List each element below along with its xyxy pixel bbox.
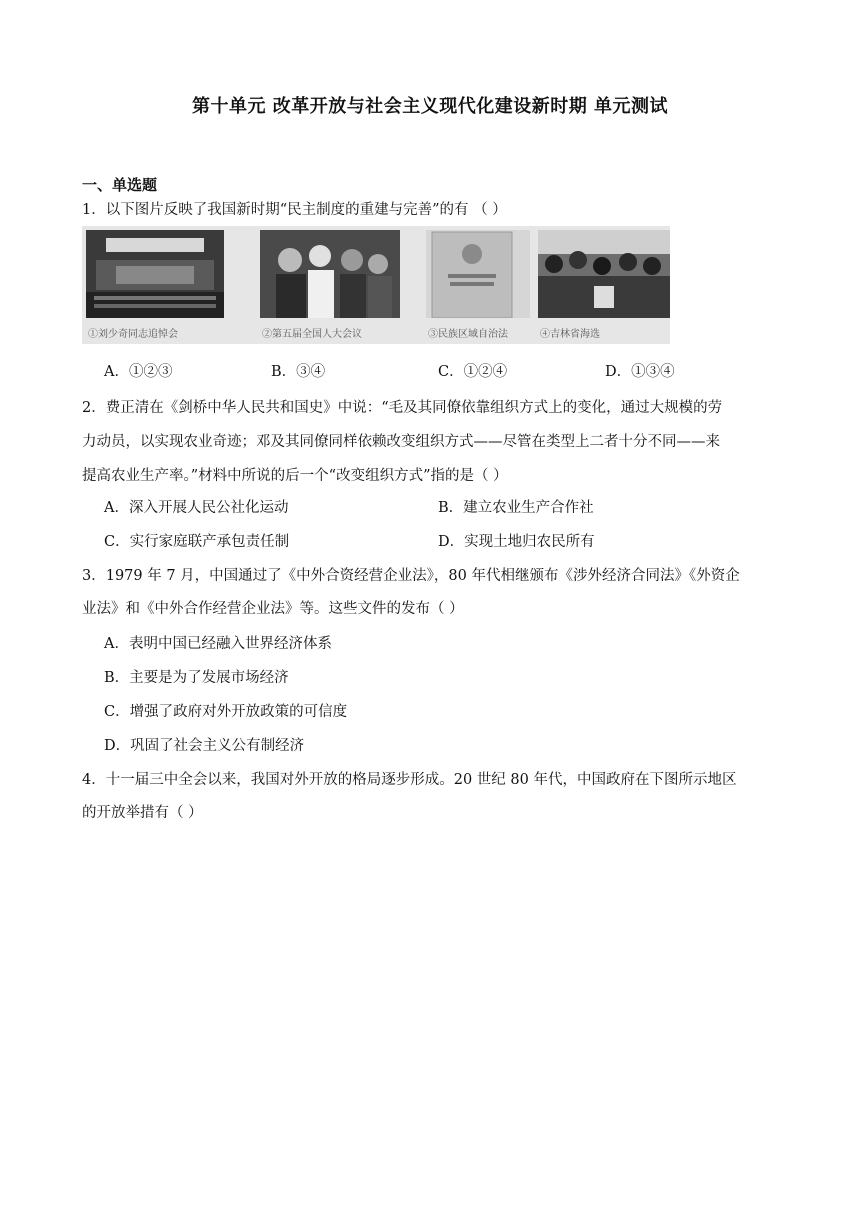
section-heading: 一、单选题	[82, 176, 158, 194]
q2-option-b[interactable]: B．建立农业生产合作社	[438, 500, 594, 516]
q2-stem-line-1: 2．费正清在《剑桥中华人民共和国史》中说：“毛及其同僚依靠组织方式上的变化，通过大规模的劳	[82, 400, 723, 416]
q2-stem-line-3: 提高农业生产率。”材料中所说的后一个“改变组织方式”指的是（ ）	[82, 468, 508, 484]
page-title: 第十单元 改革开放与社会主义现代化建设新时期 单元测试	[191, 96, 669, 117]
memorial-hall-image	[86, 230, 224, 318]
photo-npc	[260, 230, 400, 342]
q1-option-a[interactable]: A．①②③	[104, 364, 173, 380]
q1-option-d[interactable]: D．①③④	[605, 364, 675, 380]
q3-stem-line-1: 3．1979 年 7 月，中国通过了《中外合资经营企业法》，80 年代相继颁布《涉外经济合同法》《外资企	[82, 568, 740, 584]
q3-option-b[interactable]: B．主要是为了发展市场经济	[104, 670, 289, 686]
photo-election	[538, 230, 670, 342]
npc-meeting-image	[260, 230, 400, 318]
q1-option-b[interactable]: B．③④	[271, 364, 326, 380]
caption-4: ④吉林省海选	[540, 329, 600, 340]
q1-image-strip	[82, 226, 670, 344]
q1-option-c[interactable]: C．①②④	[438, 364, 508, 380]
q4-stem-line-1: 4．十一届三中全会以来，我国对外开放的格局逐步形成。20 世纪 80 年代，中国政府在下图所示地区	[82, 772, 737, 788]
photo-memorial	[86, 230, 224, 342]
q2-option-c[interactable]: C．实行家庭联产承包责任制	[104, 534, 290, 550]
caption-1: ①刘少奇同志追悼会	[88, 329, 178, 340]
q2-stem-line-2: 力动员，以实现农业奇迹；邓及其同僚同样依赖改变组织方式——尽管在类型上二者十分不同——来	[82, 434, 720, 450]
q4-stem-line-2: 的开放举措有（ ）	[82, 805, 203, 821]
q2-option-a[interactable]: A．深入开展人民公社化运动	[104, 500, 289, 516]
photo-law	[426, 230, 530, 342]
q3-stem-line-2: 业法》和《中外合作经营企业法》等。这些文件的发布（ ）	[82, 601, 464, 617]
village-election-image	[538, 230, 670, 318]
caption-3: ③民族区域自治法	[428, 329, 508, 340]
q2-option-d[interactable]: D．实现土地归农民所有	[438, 534, 595, 550]
q3-option-d[interactable]: D．巩固了社会主义公有制经济	[104, 738, 305, 754]
q3-option-c[interactable]: C．增强了政府对外开放政策的可信度	[104, 704, 348, 720]
q3-option-a[interactable]: A．表明中国已经融入世界经济体系	[104, 636, 332, 652]
caption-2: ②第五届全国人大会议	[262, 329, 362, 340]
q1-stem: 1．以下图片反映了我国新时期“民主制度的重建与完善”的有 （ ）	[82, 202, 507, 218]
law-book-image	[426, 230, 530, 318]
